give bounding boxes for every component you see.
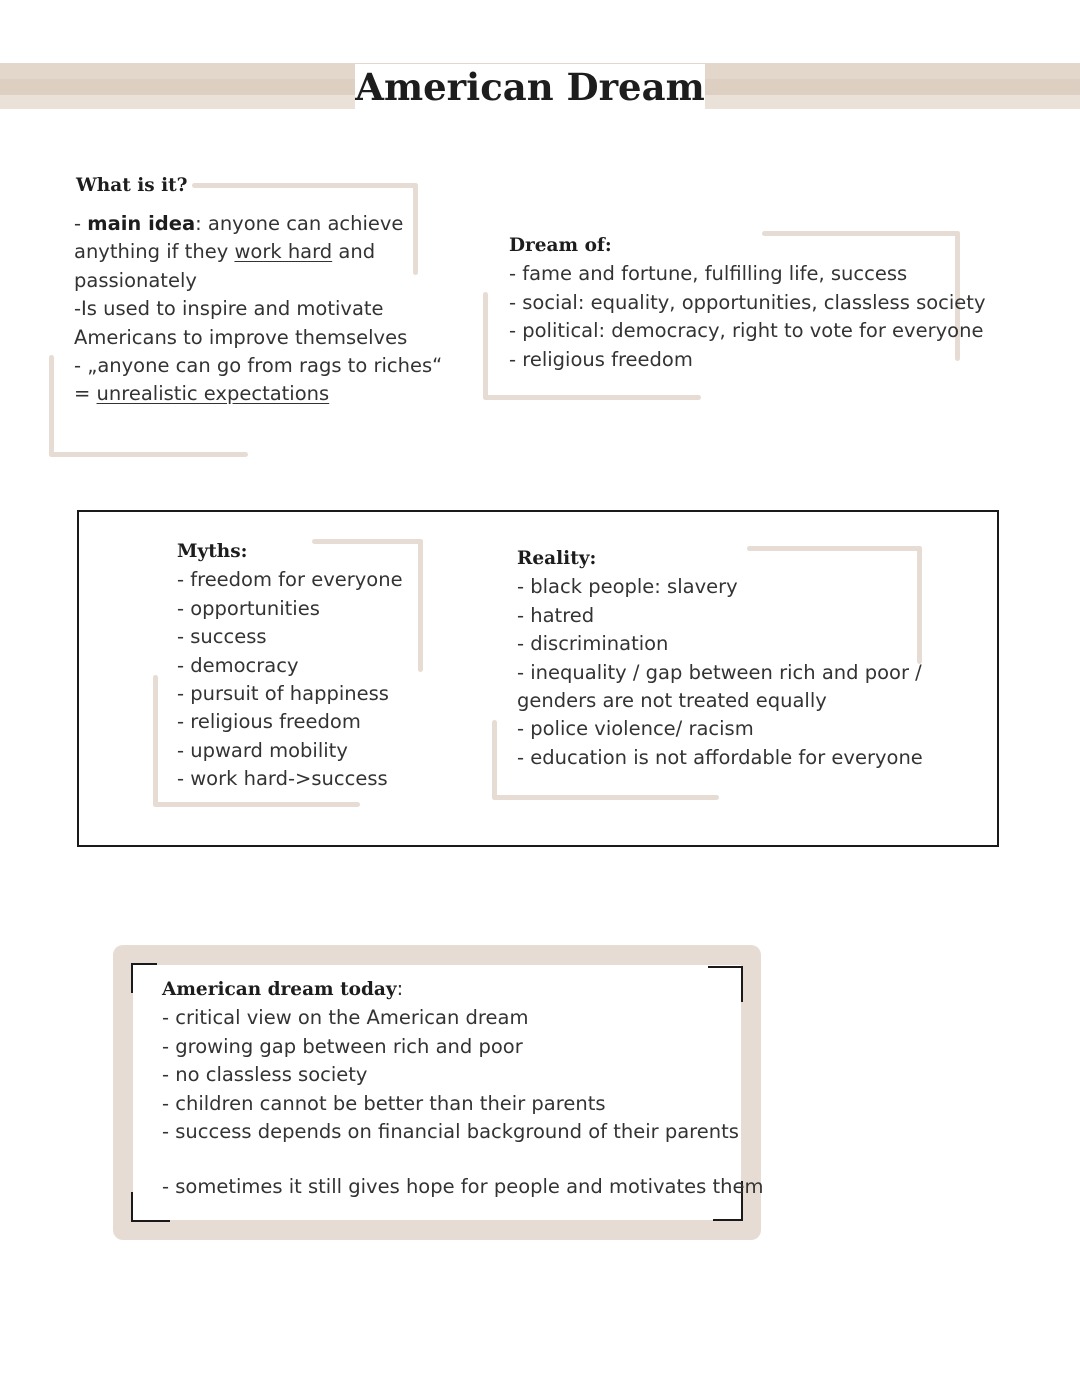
list-item: - black people: slavery — [517, 575, 738, 599]
text-line: passionately — [74, 268, 197, 292]
text-line: Americans to improve themselves — [74, 325, 408, 349]
list-item: - sometimes it still gives hope for people and motivates them — [162, 1175, 764, 1198]
list-item: - pursuit of happiness — [177, 682, 389, 706]
list-item: - hatred — [517, 603, 595, 627]
bracket-line — [418, 539, 423, 672]
list-item: - police violence/ racism — [517, 717, 754, 741]
list-item: - critical view on the American dream — [162, 1006, 529, 1030]
text-fragment: anything if they — [74, 240, 235, 264]
corner-bracket — [713, 1219, 743, 1221]
what-is-it-section — [76, 172, 188, 200]
list-item: - success depends on financial background of their parents — [162, 1120, 739, 1144]
section-heading: Myths: — [177, 541, 248, 562]
list-item: - democracy — [177, 653, 299, 677]
list-item: - religious freedom — [509, 347, 693, 371]
reality-section — [517, 545, 923, 772]
list-item: - opportunities — [177, 596, 320, 620]
list-item: - religious freedom — [177, 710, 361, 734]
corner-bracket — [708, 966, 743, 968]
heading-colon: : — [396, 977, 404, 1000]
list-item: - discrimination — [517, 632, 669, 656]
underlined-text: work hard — [234, 240, 333, 264]
text-fragment: : anyone can achieve — [195, 212, 404, 235]
section-heading: Reality: — [517, 548, 597, 569]
list-item: genders are not treated equally — [517, 689, 827, 713]
list-item: - freedom for everyone — [177, 568, 403, 592]
list-item: - growing gap between rich and poor — [162, 1034, 523, 1058]
corner-bracket — [131, 1220, 170, 1222]
section-heading: What is it? — [76, 175, 188, 196]
list-item: - upward mobility — [177, 738, 348, 762]
bracket-line — [153, 802, 360, 807]
bracket-line — [492, 720, 497, 800]
bracket-line — [49, 355, 54, 457]
page-title: American Dream — [355, 65, 705, 109]
dream-of-section — [509, 232, 985, 374]
list-item: - inequality / gap between rich and poor / — [517, 660, 922, 684]
list-item: - political: democracy, right to vote for everyone — [509, 319, 984, 343]
list-item: - work hard->success — [177, 767, 388, 791]
list-item: - no classless society — [162, 1063, 368, 1087]
section-heading: American dream today — [162, 979, 397, 1000]
today-closing — [162, 1173, 763, 1201]
list-item: - fame and fortune, fulfilling life, success — [509, 262, 908, 286]
text-line: - main idea: anyone can achieve — [74, 212, 404, 235]
text-fragment: and — [332, 240, 376, 264]
list-item: - social: equality, opportunities, classless society — [509, 290, 986, 314]
section-heading-line — [162, 975, 739, 1004]
corner-bracket — [131, 963, 157, 965]
section-heading: Dream of: — [509, 235, 612, 256]
list-item: - education is not affordable for everyone — [517, 745, 923, 769]
underlined-text: unrealistic expectations — [96, 382, 330, 406]
bracket-line — [192, 183, 418, 188]
bracket-line — [49, 452, 248, 457]
main-idea-label: main idea — [87, 212, 196, 235]
text-fragment: = — [74, 382, 97, 406]
bracket-line — [483, 292, 488, 400]
text-line — [74, 380, 442, 408]
bracket-line — [483, 395, 701, 400]
what-is-it-body — [74, 210, 442, 409]
text-line — [74, 238, 442, 266]
list-item: - success — [177, 625, 267, 649]
bracket-line — [153, 675, 158, 807]
list-item: - children cannot be better than their parents — [162, 1091, 606, 1115]
today-section — [162, 975, 739, 1146]
corner-bracket — [131, 1192, 133, 1222]
text-line: -Is used to inspire and motivate — [74, 297, 384, 321]
text-line: - „anyone can go from rags to riches“ — [74, 354, 443, 378]
bracket-line — [492, 795, 719, 800]
corner-bracket — [131, 963, 133, 993]
corner-bracket — [741, 966, 743, 1002]
myths-section — [177, 538, 403, 794]
